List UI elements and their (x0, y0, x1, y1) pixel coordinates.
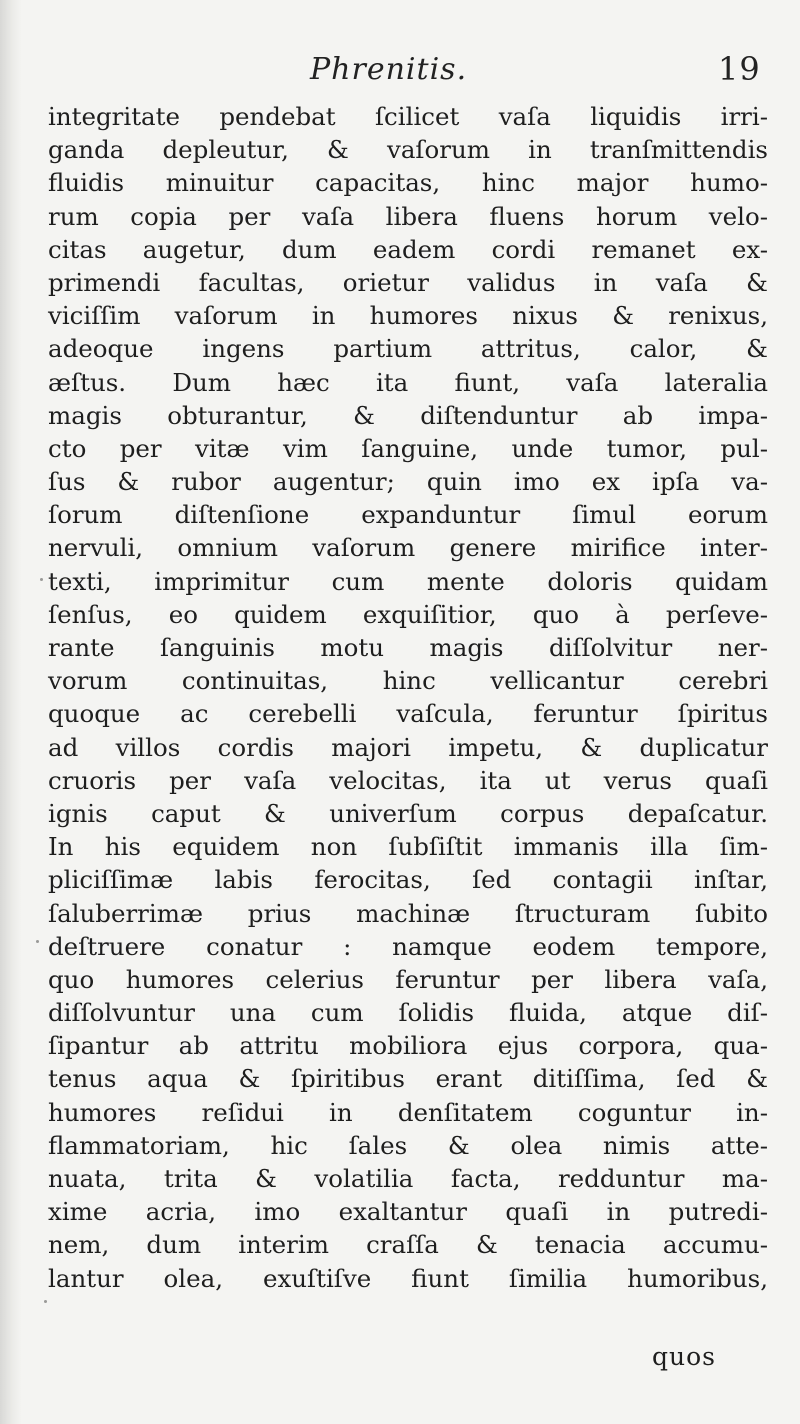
text-line: primendi facultas, orietur validus in vaſa & (48, 267, 768, 297)
text-line: integritate pendebat ſcilicet vaſa liquidis irri- (48, 102, 768, 131)
text-line: citas augetur, dum eadem cordi remanet ex- (48, 234, 768, 264)
text-line: cto per vitæ vim ſanguine, unde tumor, pul- (48, 433, 768, 463)
text-line: cruoris per vaſa velocitas, ita ut verus quaſi (48, 765, 768, 795)
text-line: ſus & rubor augentur; quin imo ex ipſa va- (48, 467, 768, 497)
text-line: pliciſſimæ labis ferocitas, ſed contagii inſtar, (48, 865, 768, 895)
ink-speck (36, 940, 39, 943)
text-line: tenus aqua & ſpiritibus erant ditiſſima, ſed & (48, 1064, 768, 1094)
ink-speck (44, 1300, 47, 1303)
text-line: fluidis minuitur capacitas, hinc major humo- (48, 168, 768, 198)
text-line: nem, dum interim craſſa & tenacia accumu- (48, 1230, 768, 1260)
text-line: ganda depleutur, & vaſorum in tranſmittendis (48, 135, 768, 165)
text-line: deſtruere conatur : namque eodem tempore, (48, 931, 768, 961)
text-line: ſorum diſtenſione expanduntur ſimul eorum (48, 500, 768, 530)
text-line: quo humores celerius feruntur per libera vaſa, (48, 964, 768, 994)
ink-speck (40, 578, 43, 581)
text-line: In his equidem non ſubſiſtit immanis illa ſim- (48, 832, 768, 862)
text-line: ſaluberrimæ prius machinæ ſtructuram ſubito (48, 898, 768, 928)
text-line: xime acria, imo exaltantur quaſi in putredi- (48, 1197, 768, 1227)
text-line: æſtus. Dum hæc ita fiunt, vaſa lateralia (48, 367, 768, 397)
binding-shadow (0, 0, 22, 1424)
text-line: texti, imprimitur cum mente doloris quidam (48, 566, 768, 596)
text-line: vorum continuitas, hinc vellicantur cerebri (48, 666, 768, 696)
text-line: rante ſanguinis motu magis diſſolvitur ner- (48, 633, 768, 662)
body-text (48, 100, 768, 1295)
text-line: flammatoriam, hic ſales & olea nimis atte- (48, 1130, 768, 1160)
text-line: lantur olea, exuſtiſve fiunt ſimilia humoribus, (48, 1263, 768, 1293)
text-line: quoque ac cerebelli vaſcula, feruntur ſpiritus (48, 699, 768, 729)
text-line: ſenſus, eo quidem exquiſitior, quo à perſeve- (48, 599, 768, 629)
running-head: Phrenitis. (310, 52, 468, 87)
page-number: 19 (718, 50, 761, 88)
text-line: ignis caput & univerſum corpus depaſcatur. (48, 798, 768, 828)
text-line: nervuli, omnium vaſorum genere mirifice inter- (48, 533, 768, 563)
text-line: rum copia per vaſa libera fluens horum velo- (48, 201, 768, 231)
text-line: magis obturantur, & diſtenduntur ab impa- (48, 400, 768, 430)
text-line: nuata, trita & volatilia facta, redduntur ma- (48, 1164, 768, 1193)
text-line: humores reſidui in denſitatem coguntur in- (48, 1097, 768, 1127)
text-line: viciſſim vaſorum in humores nixus & renixus, (48, 301, 768, 331)
text-line: adeoque ingens partium attritus, calor, & (48, 334, 768, 364)
catchword: quos (652, 1342, 716, 1371)
text-line: ſipantur ab attritu mobiliora ejus corpora, qua- (48, 1031, 768, 1061)
text-line: ad villos cordis majori impetu, & duplicatur (48, 732, 768, 762)
text-line: diſſolvuntur una cum ſolidis fluida, atque diſ- (48, 998, 768, 1028)
